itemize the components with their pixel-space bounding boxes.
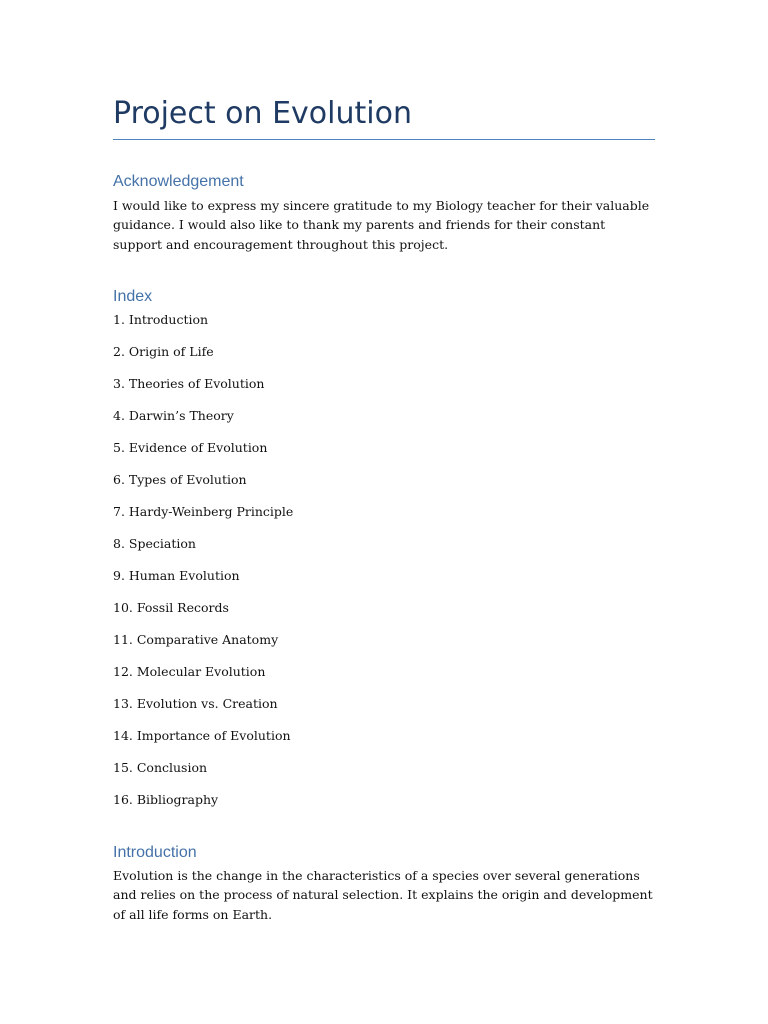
index-item: 12. Molecular Evolution	[113, 664, 266, 679]
index-item: 13. Evolution vs. Creation	[113, 696, 278, 711]
index-item: 7. Hardy-Weinberg Principle	[113, 504, 294, 519]
page-title: Project on Evolution	[113, 96, 412, 131]
index-item: 3. Theories of Evolution	[113, 376, 265, 391]
index-item: 14. Importance of Evolution	[113, 728, 291, 743]
index-item: 11. Comparative Anatomy	[113, 632, 279, 647]
index-list	[113, 310, 293, 822]
index-heading: Index	[113, 288, 153, 305]
acknowledgement-heading: Acknowledgement	[113, 173, 244, 190]
index-item: 8. Speciation	[113, 536, 196, 551]
index-item: 2. Origin of Life	[113, 344, 214, 359]
index-item: 6. Types of Evolution	[113, 472, 247, 487]
index-item: 4. Darwin’s Theory	[113, 408, 234, 423]
index-item: 15. Conclusion	[113, 760, 208, 775]
introduction-heading: Introduction	[113, 844, 197, 861]
acknowledgement-text: I would like to express my sincere gratitude to my Biology teacher for their valuable guidance. I would also like to thank my parents and friends for their constant support and encouragement throughout this project.	[113, 198, 650, 252]
index-item: 5. Evidence of Evolution	[113, 440, 268, 455]
introduction-text: Evolution is the change in the characteristics of a species over several generations and relies on the process of natural selection. It explains the origin and development of all life forms on Earth.	[113, 868, 653, 922]
index-item: 1. Introduction	[113, 312, 209, 327]
index-item: 10. Fossil Records	[113, 600, 229, 615]
title-divider	[113, 139, 655, 140]
index-item: 16. Bibliography	[113, 792, 219, 807]
index-item: 9. Human Evolution	[113, 568, 240, 583]
